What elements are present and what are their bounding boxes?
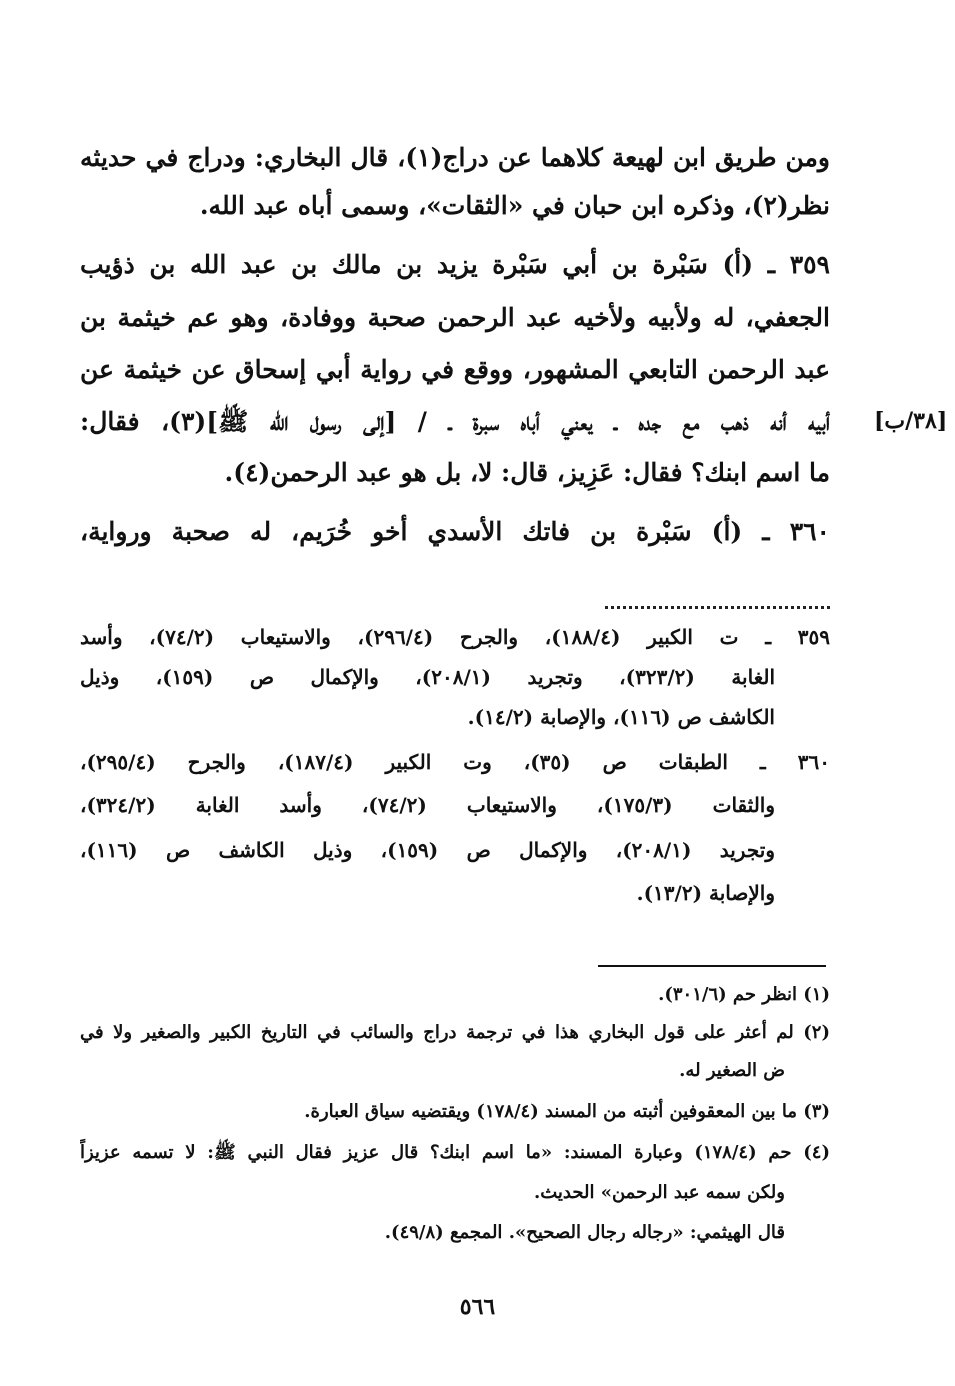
sources-359-line-3: الكاشف ص (١١٦)، والإصابة (١٤/٢). — [467, 705, 775, 729]
sources-359-line-1: ٣٥٩ ـ ت الكبير (١٨٨/٤)، والجرح (٢٩٦/٤)، والاستيعاب (٧٤/٢)، وأسد — [80, 625, 830, 649]
main-text-line-5: عبد الرحمن التابعي المشهور، ووقع في رواية أبي إسحاق عن خيثمة عن — [80, 355, 830, 384]
main-text-line-2: نظر(٢)، وذكره ابن حبان في «الثقات»، وسمى أباه عبد الله. — [199, 191, 830, 220]
footnote-4-line-2: ولكن سمه عبد الرحمن» الحديث. — [533, 1182, 785, 1203]
footnote-rule — [598, 965, 826, 967]
sources-360-line-1: ٣٦٠ ـ الطبقات ص (٣٥)، وت الكبير (١٨٧/٤)، والجرح (٢٩٥/٤)، — [80, 750, 830, 774]
footnote-2-line-1: (٢) لم أعثر على قول البخاري هذا في ترجمة دراج والسائب في التاريخ الكبير والصغير ولا في — [80, 1022, 830, 1043]
margin-folio-note: [٣٨/ب] — [874, 408, 948, 434]
main-text-line-1: ومن طريق ابن لهيعة كلاهما عن دراج(١)، قال البخاري: ودراج في حديثه — [80, 143, 830, 172]
footnote-3: (٣) ما بين المعقوفين أثبته من المسند (١٧٨/٤) ويقتضيه سياق العبارة. — [304, 1101, 830, 1122]
footnote-2-line-2: ض الصغير له. — [679, 1060, 785, 1081]
main-text-line-4: الجعفي، له ولأبيه ولأخيه عبد الرحمن صحبة ووفادة، وهو عم خيثمة بن — [80, 303, 830, 332]
main-text-line-6: أبيه أنه ذهب مع جده ـ يعني أباه سبرة ـ / [إلى رسول الله ﷺ](٣)، فقال: — [80, 407, 830, 436]
sources-359-line-2: الغابة (٣٢٣/٢)، وتجريد (٢٠٨/١)، والإكمال ص (١٥٩)، وذيل — [80, 665, 775, 689]
footnote-4-line-3: قال الهيثمي: «رجاله رجال الصحيح». المجمع (٤٩/٨). — [384, 1222, 785, 1243]
main-text-line-7: ما اسم ابنك؟ فقال: عَزِيز، قال: لا، بل هو عبد الرحمن(٤). — [224, 458, 830, 487]
footnote-1: (١) انظر حم (٣٠١/٦). — [658, 984, 830, 1005]
entry-360-heading: ٣٦٠ ـ (أ) سَبْرة بن فاتك الأسدي أخو خُرَيم، له صحبة ورواية، — [80, 517, 830, 546]
entry-359-heading: ٣٥٩ ـ (أ) سَبْرة بن أبي سَبْرة يزيد بن مالك بن عبد الله بن ذؤيب — [80, 250, 830, 279]
dotted-separator — [605, 596, 830, 609]
sources-360-line-3: وتجريد (٢٠٨/١)، والإكمال ص (١٥٩)، وذيل الكاشف ص (١١٦)، — [80, 838, 775, 862]
footnote-4-line-1: (٤) حم (١٧٨/٤) وعبارة المسند: «ما اسم ابنك؟ قال عزيز فقال النبي ﷺ: لا تسمه عزيزاً — [80, 1142, 830, 1163]
sources-360-line-4: والإصابة (١٣/٢). — [636, 881, 775, 905]
sources-360-line-2: والثقات (١٧٥/٣)، والاستيعاب (٧٤/٢)، وأسد الغابة (٣٢٤/٢)، — [80, 793, 775, 817]
page-number: ٥٦٦ — [459, 1294, 496, 1320]
